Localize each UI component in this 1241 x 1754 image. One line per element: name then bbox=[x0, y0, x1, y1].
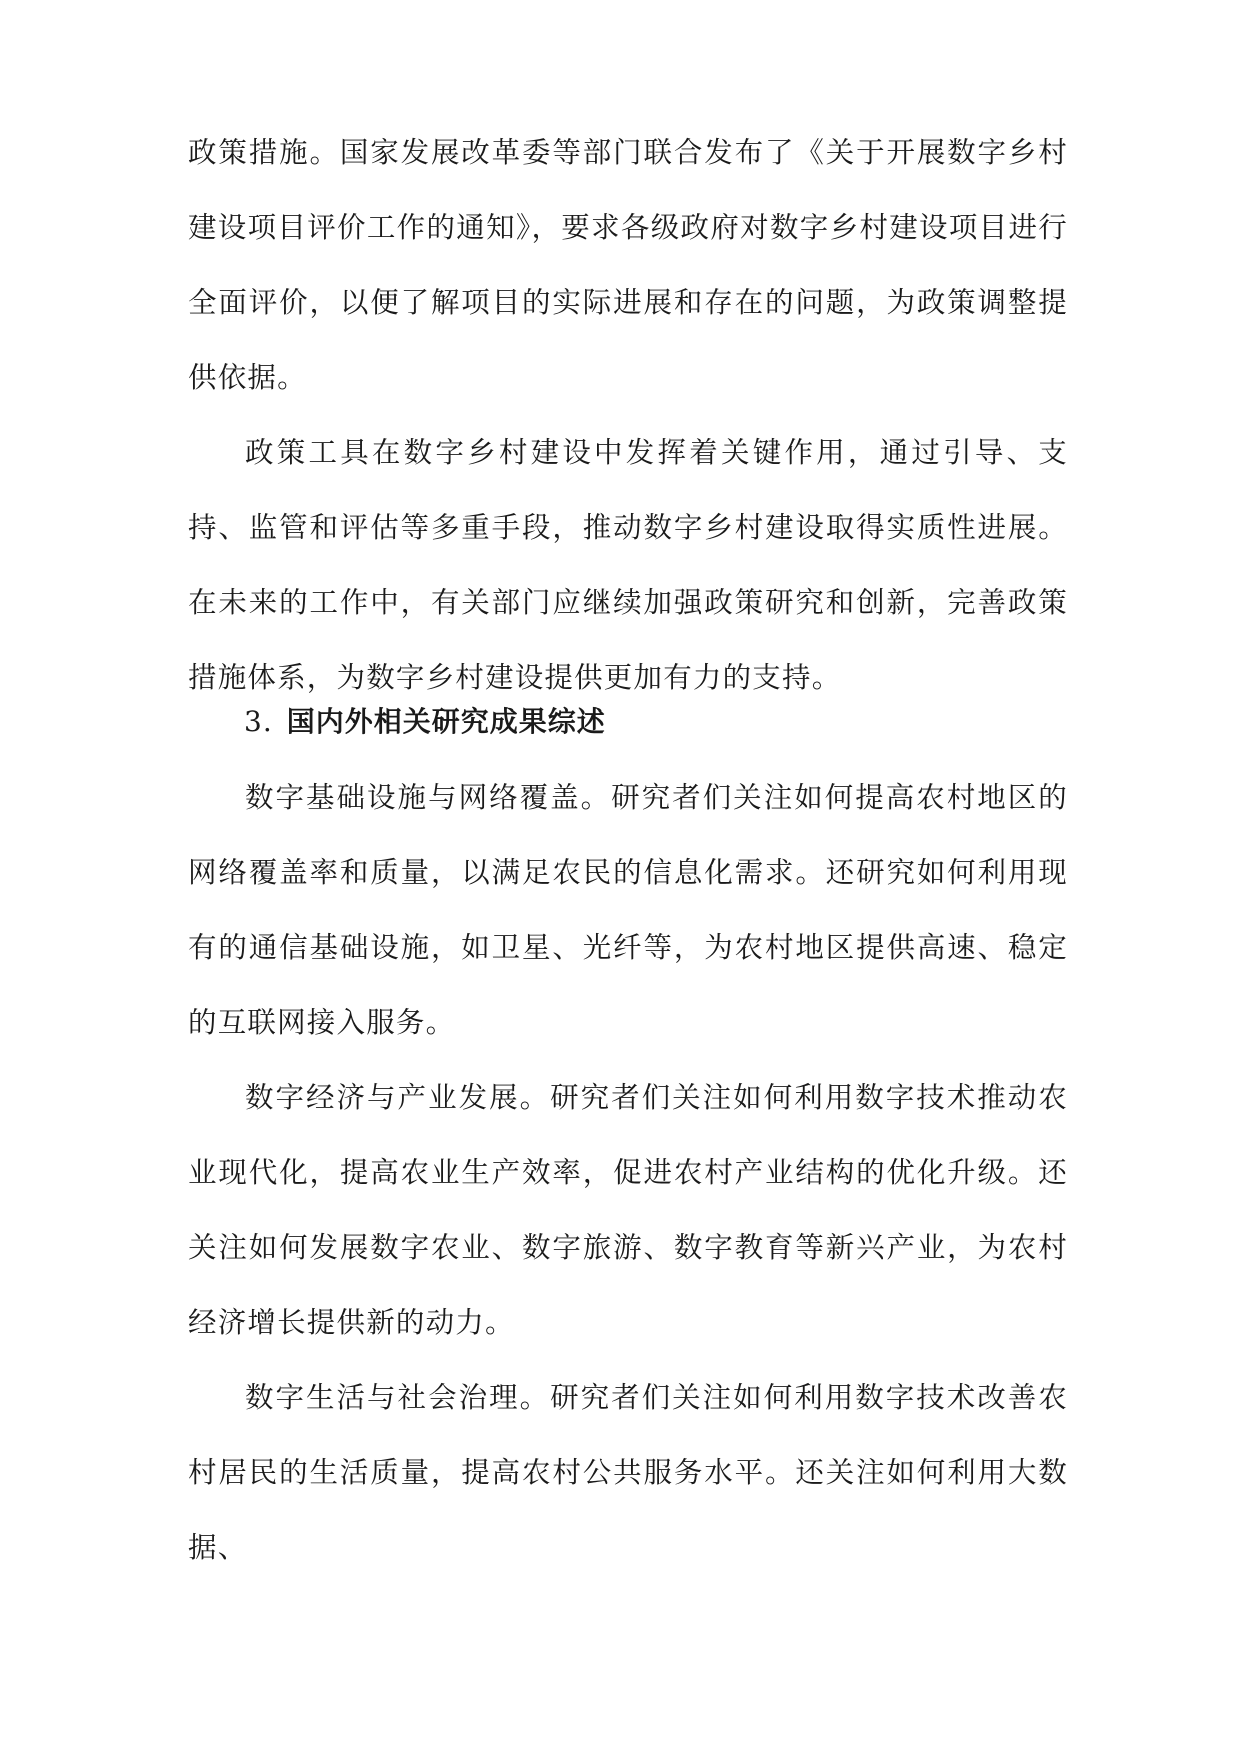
section-heading bbox=[244, 684, 1064, 759]
paragraph-digital-life: 数字生活与社会治理。研究者们关注如何利用数字技术改善农村居民的生活质量，提高农村公共服务水平。还关注如何利用大数据、 bbox=[188, 1381, 1068, 1564]
paragraph-digital-infrastructure: 数字基础设施与网络覆盖。研究者们关注如何提高农村地区的网络覆盖率和质量，以满足农民的信息化需求。还研究如何利用现有的通信基础设施，如卫星、光纤等，为农村地区提供高速、稳定的互联网接入服务。 bbox=[188, 781, 1068, 1039]
text-block-lower bbox=[188, 760, 1068, 1585]
paragraph-digital-economy: 数字经济与产业发展。研究者们关注如何利用数字技术推动农业现代化，提高农业生产效率，促进农村产业结构的优化升级。还关注如何发展数字农业、数字旅游、数字教育等新兴产业，为农村经济增长提供新的动力。 bbox=[188, 1081, 1068, 1339]
text-block-upper bbox=[188, 115, 1068, 715]
section-title: 国内外相关研究成果综述 bbox=[286, 705, 606, 738]
paragraph-policy-measures: 政策措施。国家发展改革委等部门联合发布了《关于开展数字乡村建设项目评价工作的通知》，要求各级政府对数字乡村建设项目进行全面评价，以便了解项目的实际进展和存在的问题，为政策调整提供依据。 bbox=[188, 136, 1068, 394]
section-number: 3. bbox=[244, 705, 273, 738]
paragraph-policy-tools: 政策工具在数字乡村建设中发挥着关键作用，通过引导、支持、监管和评估等多重手段，推动数字乡村建设取得实质性进展。在未来的工作中，有关部门应继续加强政策研究和创新，完善政策措施体系，为数字乡村建设提供更加有力的支持。 bbox=[188, 436, 1068, 694]
